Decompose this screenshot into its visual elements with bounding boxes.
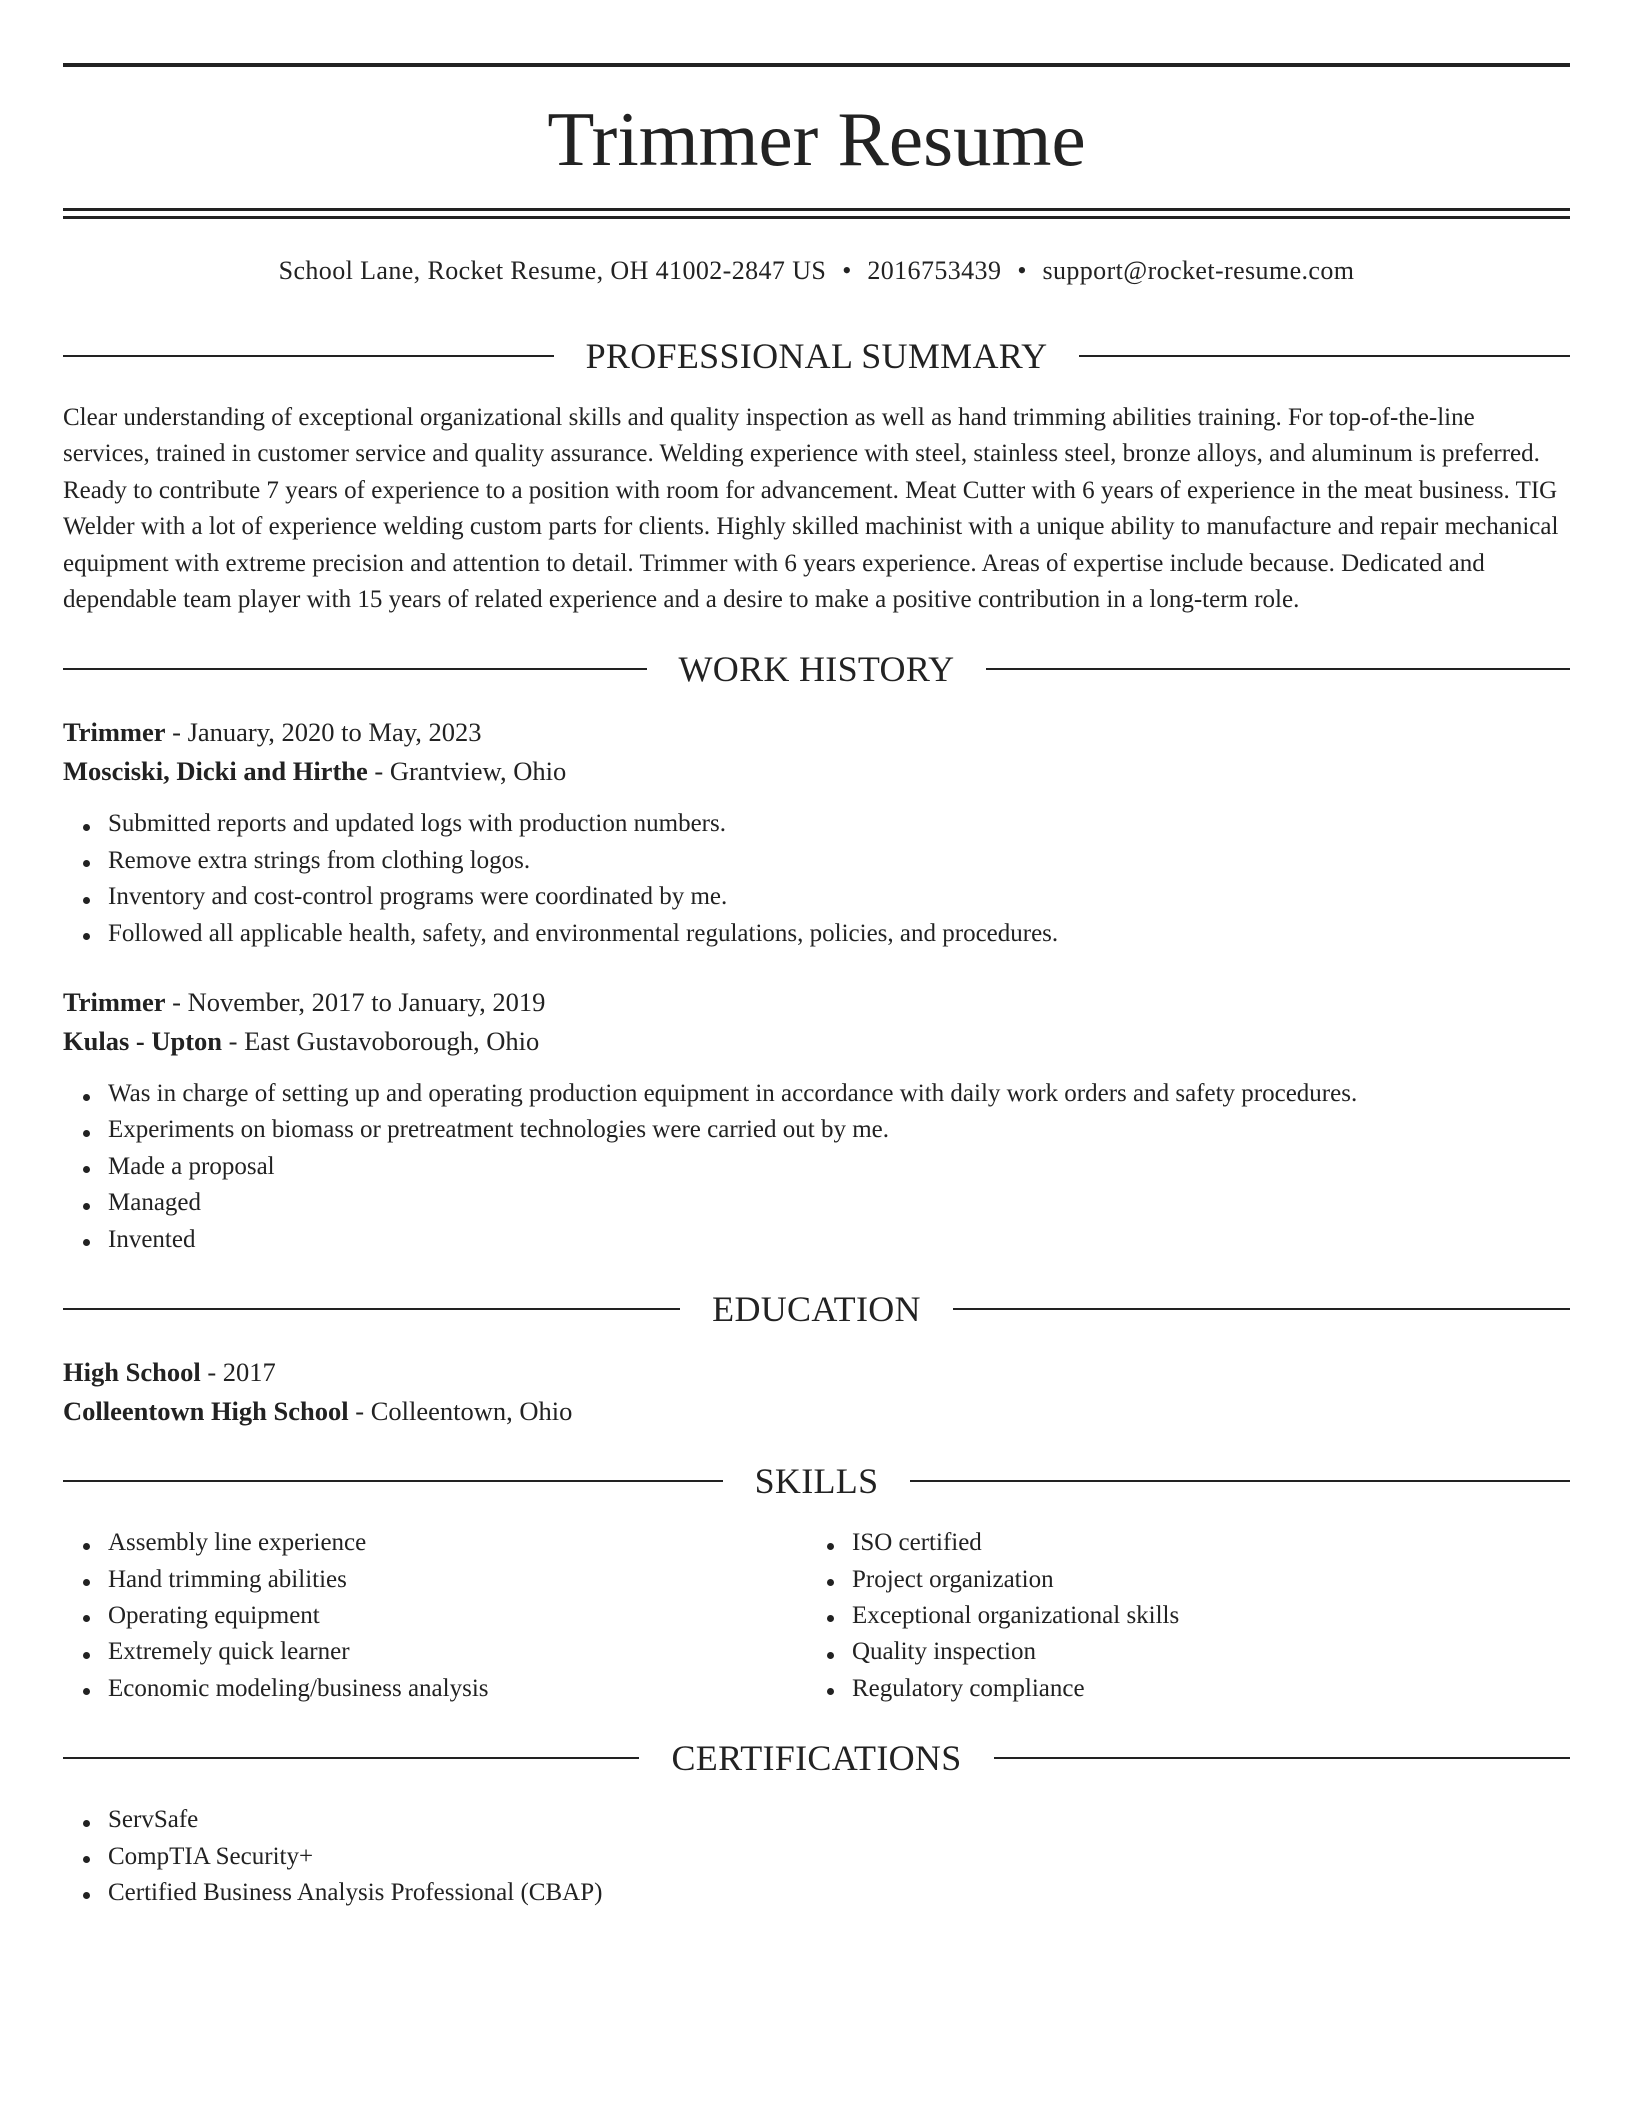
contact-address: School Lane, Rocket Resume, OH 41002-2847 US <box>278 256 827 285</box>
dash-separator: - <box>207 1357 217 1388</box>
list-item: CompTIA Security+ <box>108 1839 1570 1875</box>
job-duties-list <box>63 806 1570 952</box>
contact-email: support@rocket-resume.com <box>1042 256 1355 285</box>
list-item: Economic modeling/business analysis <box>108 1671 807 1707</box>
list-item: Managed <box>108 1185 1570 1221</box>
dash-separator: - <box>228 1025 238 1056</box>
heading-rule-left <box>63 1757 639 1759</box>
resume-page <box>0 63 1632 2112</box>
list-item: Extremely quick learner <box>108 1634 807 1670</box>
top-rule <box>63 63 1570 67</box>
list-item: Regulatory compliance <box>852 1671 1570 1707</box>
education-degree-line <box>63 1353 1570 1392</box>
job-company-line <box>63 752 1570 791</box>
contact-separator: • <box>842 256 852 285</box>
list-item: Remove extra strings from clothing logos. <box>108 843 1570 879</box>
section-title: PROFESSIONAL SUMMARY <box>585 336 1048 376</box>
list-item: Quality inspection <box>852 1634 1570 1670</box>
certifications-list <box>63 1802 1570 1911</box>
job-entry <box>63 983 1570 1258</box>
job-company: Kulas - Upton <box>63 1025 223 1056</box>
heading-rule-right <box>910 1480 1570 1482</box>
skills-list-left <box>63 1525 807 1707</box>
list-item: ISO certified <box>852 1525 1570 1561</box>
job-title: Trimmer <box>63 987 166 1018</box>
list-item: Exceptional organizational skills <box>852 1598 1570 1634</box>
section-title: EDUCATION <box>712 1289 921 1330</box>
section-heading-summary <box>63 332 1570 380</box>
job-dates: November, 2017 to January, 2019 <box>187 987 546 1018</box>
contact-separator: • <box>1017 256 1027 285</box>
section-title: SKILLS <box>754 1461 879 1502</box>
contact-line <box>63 253 1570 289</box>
skills-grid <box>63 1525 1570 1707</box>
dash-separator: - <box>172 987 181 1018</box>
list-item: Made a proposal <box>108 1149 1570 1185</box>
list-item: Was in charge of setting up and operating production equipment in accordance with daily work orders and safety procedures. <box>108 1076 1570 1112</box>
list-item: Inventory and cost-control programs were coordinated by me. <box>108 879 1570 915</box>
job-title-line <box>63 713 1570 752</box>
section-title: CERTIFICATIONS <box>671 1738 962 1779</box>
heading-rule-right <box>986 668 1570 670</box>
education-year: 2017 <box>222 1357 276 1388</box>
title-double-rule <box>63 208 1570 219</box>
heading-rule-left <box>63 1308 680 1310</box>
heading-rule-right <box>953 1308 1570 1310</box>
heading-rule-right <box>1079 355 1570 357</box>
job-location: Grantview, Ohio <box>389 755 567 786</box>
job-entry <box>63 713 1570 952</box>
job-company: Mosciski, Dicki and Hirthe <box>63 755 368 786</box>
section-title: WORK HISTORY <box>678 649 955 690</box>
education-location: Colleentown, Ohio <box>370 1395 573 1426</box>
job-dates: January, 2020 to May, 2023 <box>187 717 482 748</box>
dash-separator: - <box>374 755 384 786</box>
contact-phone: 2016753439 <box>867 256 1002 285</box>
heading-rule-left <box>63 668 647 670</box>
job-title: Trimmer <box>63 717 166 748</box>
section-heading-certifications <box>63 1734 1570 1782</box>
heading-rule-right <box>994 1757 1570 1759</box>
job-company-line <box>63 1022 1570 1061</box>
heading-rule-left <box>63 355 554 357</box>
list-item: Project organization <box>852 1562 1570 1598</box>
job-title-line <box>63 983 1570 1022</box>
education-entry <box>63 1353 1570 1430</box>
education-school-line <box>63 1392 1570 1431</box>
list-item: Invented <box>108 1222 1570 1258</box>
resume-title: Trimmer Resume <box>547 96 1086 182</box>
heading-rule-left <box>63 1480 723 1482</box>
job-duties-list <box>63 1076 1570 1258</box>
education-school: Colleentown High School <box>63 1395 349 1426</box>
skills-list-right <box>807 1525 1570 1707</box>
section-heading-work-history <box>63 645 1570 693</box>
list-item: Followed all applicable health, safety, and environmental regulations, policies, and procedures. <box>108 916 1570 952</box>
section-heading-skills <box>63 1457 1570 1505</box>
summary-paragraph: Clear understanding of exceptional organizational skills and quality inspection as well as hand trimming abilities training. For top-of-the-line services, trained in customer service and quality assurance. Welding experience with steel, stainless steel, bronze alloys, and aluminum is preferred. Ready to contribute 7 years of experience to a position with room for advancement. Meat Cutter with 6 years of experience in the meat business. TIG Welder with a lot of experience welding custom parts for clients. Highly skilled machinist with a unique ability to manufacture and repair mechanical equipment with extreme precision and attention to detail. Trimmer with 6 years experience. Areas of expertise include because. Dedicated and dependable team player with 15 years of related experience and a desire to make a positive contribution in a long-term role. <box>63 404 1559 614</box>
list-item: Operating equipment <box>108 1598 807 1634</box>
education-degree: High School <box>63 1357 201 1388</box>
dash-separator: - <box>172 717 181 748</box>
list-item: ServSafe <box>108 1802 1570 1838</box>
list-item: Experiments on biomass or pretreatment technologies were carried out by me. <box>108 1112 1570 1148</box>
section-heading-education <box>63 1285 1570 1333</box>
dash-separator: - <box>355 1395 365 1426</box>
list-item: Submitted reports and updated logs with production numbers. <box>108 806 1570 842</box>
list-item: Assembly line experience <box>108 1525 807 1561</box>
list-item: Certified Business Analysis Professional (CBAP) <box>108 1875 1570 1911</box>
job-location: East Gustavoborough, Ohio <box>244 1025 540 1056</box>
list-item: Hand trimming abilities <box>108 1562 807 1598</box>
